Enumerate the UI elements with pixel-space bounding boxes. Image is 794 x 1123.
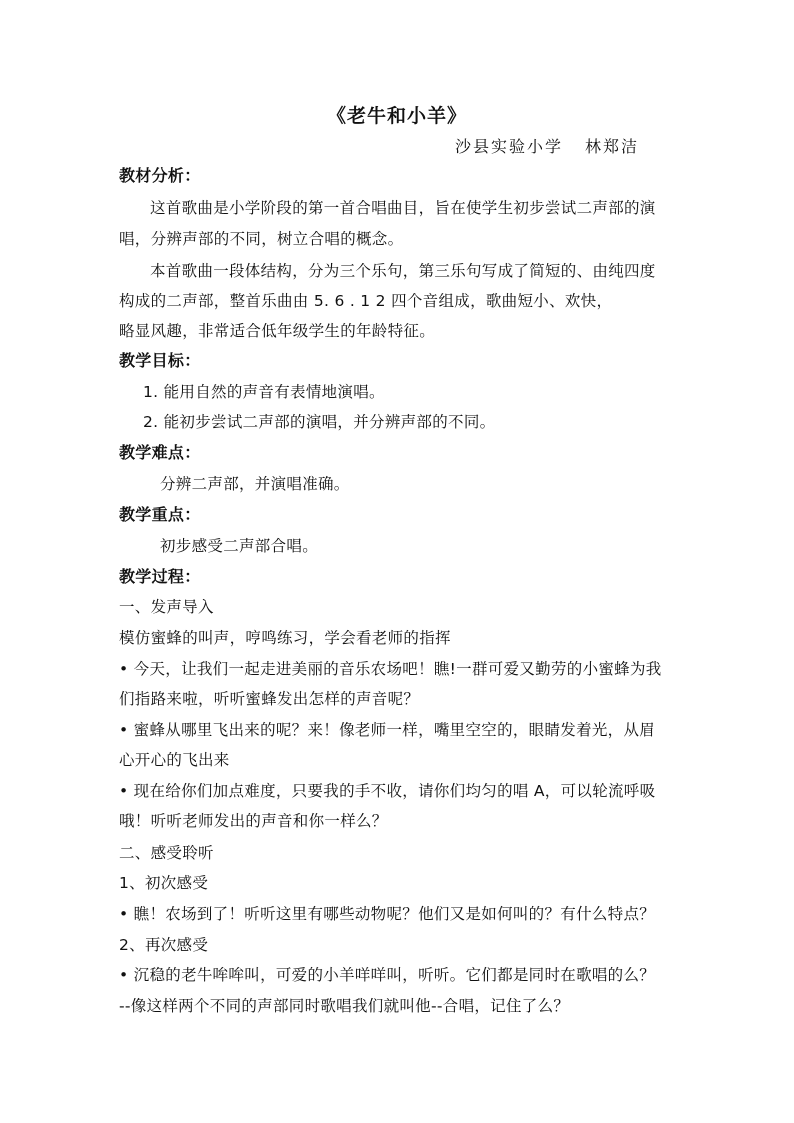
bullet-3-line-2: 哦！听听老师发出的声音和你一样么？	[119, 812, 388, 830]
analysis-paragraph-2-line-1: 本首歌曲一段体结构，分为三个乐句，第三乐句写成了简短的、由纯四度	[150, 262, 656, 280]
bullet-2-line-2: 心开心的飞出来	[119, 751, 230, 769]
school-name: 沙县实验小学	[455, 137, 564, 156]
bullet-4-line-1: • 瞧！农场到了！听听这里有哪些动物呢？他们又是如何叫的？有什么特点？	[119, 905, 656, 923]
analysis-paragraph-1-line-2: 唱，分辨声部的不同，树立合唱的概念。	[119, 230, 404, 248]
process-heading: 教学过程：	[119, 567, 201, 586]
document-title: 《老牛和小羊》	[326, 105, 467, 127]
key-point-heading: 教学重点：	[119, 505, 201, 524]
step-1-title: 一、发声导入	[119, 598, 214, 616]
analysis-paragraph-1-line-1: 这首歌曲是小学阶段的第一首合唱曲目，旨在使学生初步尝试二声部的演	[150, 199, 656, 217]
step-2-title: 二、感受聆听	[119, 844, 214, 862]
bullet-1-line-2: 们指路来啦，听听蜜蜂发出怎样的声音呢？	[119, 690, 420, 708]
bullet-2-line-1: • 蜜蜂从哪里飞出来的呢？来！像老师一样，嘴里空空的，眼睛发着光，从眉	[119, 721, 656, 739]
difficulty-heading: 教学难点：	[119, 443, 201, 462]
author-line	[455, 134, 639, 157]
analysis-paragraph-2-line-3: 略显风趣，非常适合低年级学生的年龄特征。	[119, 322, 436, 340]
analysis-heading: 教材分析：	[119, 166, 201, 185]
bullet-5-line-2: --像这样两个不同的声部同时歌唱我们就叫他--合唱，记住了么？	[119, 997, 570, 1015]
key-point-text: 初步感受二声部合唱。	[160, 537, 319, 555]
goal-item-2: 2. 能初步尝试二声部的演唱，并分辨声部的不同。	[143, 413, 496, 431]
bullet-1-line-1: • 今天，让我们一起走进美丽的音乐农场吧！瞧!一群可爱又勤劳的小蜜蜂为我	[119, 660, 662, 678]
goal-item-1: 1. 能用自然的声音有表情地演唱。	[143, 383, 385, 401]
sub-step-2-title: 2、再次感受	[119, 936, 209, 954]
author-name: 林郑洁	[585, 137, 640, 156]
bullet-3-line-1: • 现在给你们加点难度，只要我的手不收，请你们均匀的唱 A，可以轮流呼吸	[119, 782, 656, 800]
bullet-5-line-1: • 沉稳的老牛哞哞叫，可爱的小羊咩咩叫，听听。它们都是同时在歌唱的么？	[119, 966, 656, 984]
step-1-intro: 模仿蜜蜂的叫声，哼鸣练习，学会看老师的指挥	[119, 629, 451, 647]
difficulty-text: 分辨二声部，并演唱准确。	[160, 475, 350, 493]
goals-heading: 教学目标：	[119, 351, 201, 370]
analysis-paragraph-2-line-2: 构成的二声部，整首乐曲由 5. 6 . 1 2 四个音组成，歌曲短小、欢快，	[119, 292, 613, 310]
sub-step-1-title: 1、初次感受	[119, 874, 209, 892]
